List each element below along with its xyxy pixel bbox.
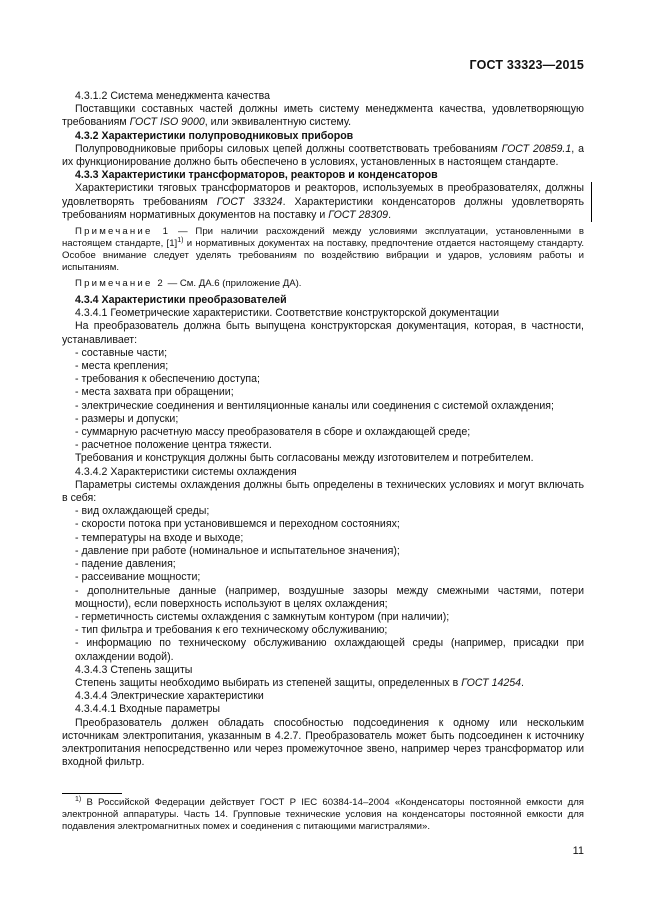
section-4-3-4-3-paragraph (62, 677, 584, 690)
text-run: В Российской Федерации действует ГОСТ Р IEC 60384-14–2004 «Конденсаторы постоянной емкости для электронной аппаратуры. Часть 14. Групповые технические условия на конденсаторы постоянной емкости для подавления электромагнитных помех и соединения с питающими магистралями». (62, 797, 584, 832)
text-run: . Характеристики конденсаторов должны удовлетворять требованиям нормативных документов на поставку и (62, 195, 584, 221)
text-run: и нормативных документах на поставку, предпочтение отдается настоящему стандарту. Особое внимание следует уделять требованиям по воздействию вибрации и ударов, условиям работы и испытаниям. (62, 238, 584, 274)
standard-reference: ГОСТ 20859.1 (501, 142, 572, 155)
list-item: - составные части; (75, 346, 168, 359)
section-4-3-1-2-title: 4.3.1.2 Система менеджмента качества (75, 90, 270, 102)
note-2 (62, 278, 584, 290)
list-item: - электрические соединения и вентиляционные каналы или соединения с системой охлаждения; (75, 399, 554, 412)
section-4-3-4-1-outro: Требования и конструкция должны быть согласованы между изготовителем и потребителем. (75, 452, 534, 465)
section-4-3-4-2-intro: Параметры системы охлаждения должны быть определены в технических условиях и могут включать в себя: (62, 478, 584, 505)
text-run: . (521, 676, 524, 689)
list-item: - размеры и допуски; (75, 412, 179, 425)
section-4-3-4-1-title: 4.3.4.1 Геометрические характеристики. Соответствие конструкторской документации (75, 307, 499, 320)
section-4-3-2-paragraph (62, 143, 584, 169)
list-item: - вид охлаждающей среды; (75, 505, 210, 518)
section-4-3-4-4-1-paragraph: Преобразователь должен обладать способностью подсоединения к одному или нескольким источникам электропитания, указанным в 4.2.7. Преобразователь может быть подсоединен к источнику электропитания непосредственно или через промежуточное звено, например через трансформатор или входной фильтр. (62, 716, 584, 769)
list-item: - рассеивание мощности; (75, 571, 201, 584)
section-4-3-1-2-paragraph (62, 103, 584, 129)
list-item: - суммарную расчетную массу преобразователя в сборе и охлаждающей среде; (75, 426, 471, 439)
footnote-separator (62, 793, 122, 794)
section-4-3-4-title: 4.3.4 Характеристики преобразователей (75, 294, 287, 307)
text-run: — См. ДА.6 (приложение ДА). (164, 278, 302, 290)
text-run: , или эквивалентную систему. (204, 116, 352, 129)
list-item: - давление при работе (номинальное и испытательное значения); (75, 544, 400, 557)
list-item: - скорости потока при установившемся и переходном состояниях; (75, 518, 400, 531)
footnote-marker: 1) (177, 236, 184, 244)
section-4-3-3-title: 4.3.3 Характеристики трансформаторов, реакторов и конденсаторов (75, 169, 438, 182)
standard-reference: ГОСТ 14254 (461, 676, 522, 689)
section-4-3-2-title: 4.3.2 Характеристики полупроводниковых приборов (75, 129, 354, 142)
list-item: - расчетное положение центра тяжести. (75, 439, 272, 452)
note-1 (62, 226, 584, 274)
text-run: Полупроводниковые приборы силовых цепей должны соответствовать требованиям (75, 142, 502, 155)
text-run: Поставщики составных частей должны иметь систему менеджмента качества, удовлетворяющую требованиям (62, 103, 584, 129)
document-code-header: ГОСТ 33323—2015 (469, 58, 584, 72)
standard-reference: ГОСТ 28309 (328, 208, 389, 221)
text-run: Характеристики тяговых трансформаторов и реакторов, используемых в преобразователях, должны удовлетворять требованиям (62, 182, 584, 208)
note-label: Примечание 1 (75, 226, 171, 238)
list-item: - дополнительные данные (например, воздушные зазоры между смежными частями, потери мощности), если поверхность используют в целях охлаждения; (75, 584, 584, 610)
list-item: - места захвата при обращении; (75, 386, 234, 399)
text-run: Степень защиты необходимо выбирать из степеней защиты, определенных в (75, 676, 462, 689)
list-item: - места крепления; (75, 360, 169, 373)
section-4-3-4-1-intro: На преобразователь должна быть выпущена конструкторская документация, которая, в частности, устанавливает: (62, 320, 584, 346)
text-run: , а их функционирование должно быть обеспечено в условиях, установленных в настоящем стандарте. (62, 142, 584, 169)
note-label: Примечание 2 (75, 278, 165, 290)
standard-reference: ГОСТ 33324 (216, 195, 283, 208)
footnote-marker: 1) (75, 795, 82, 803)
page-number: 11 (572, 845, 584, 857)
section-4-3-4-4-title: 4.3.4.4 Электрические характеристики (75, 690, 264, 703)
page-content (62, 90, 584, 769)
list-item: - информацию по техническому обслуживанию охлаждающей среды (например, присадки при охлаждении водой). (75, 637, 584, 663)
list-item: - требования к обеспечению доступа; (75, 373, 260, 386)
list-item: - герметичность системы охлаждения с замкнутым контуром (при наличии); (75, 610, 450, 623)
list-item: - тип фильтра и требования к его техническому обслуживанию; (75, 624, 388, 637)
section-4-3-4-2-title: 4.3.4.2 Характеристики системы охлаждения (75, 465, 297, 478)
section-4-3-4-4-1-title: 4.3.4.4.1 Входные параметры (75, 703, 221, 716)
section-4-3-4-3-title: 4.3.4.3 Степень защиты (75, 663, 193, 676)
standard-reference: ГОСТ ISO 9000 (129, 116, 205, 129)
text-run: . (388, 208, 392, 221)
list-item: - падение давления; (75, 558, 176, 571)
text-run: — При наличии расхождений между условиями эксплуатации, установленными в настоящем стандарте, [1] (62, 226, 584, 250)
footnote-text (62, 797, 584, 832)
footnote (62, 797, 584, 832)
list-item: - температуры на входе и выходе; (75, 531, 244, 544)
section-4-3-3-paragraph (62, 182, 584, 222)
